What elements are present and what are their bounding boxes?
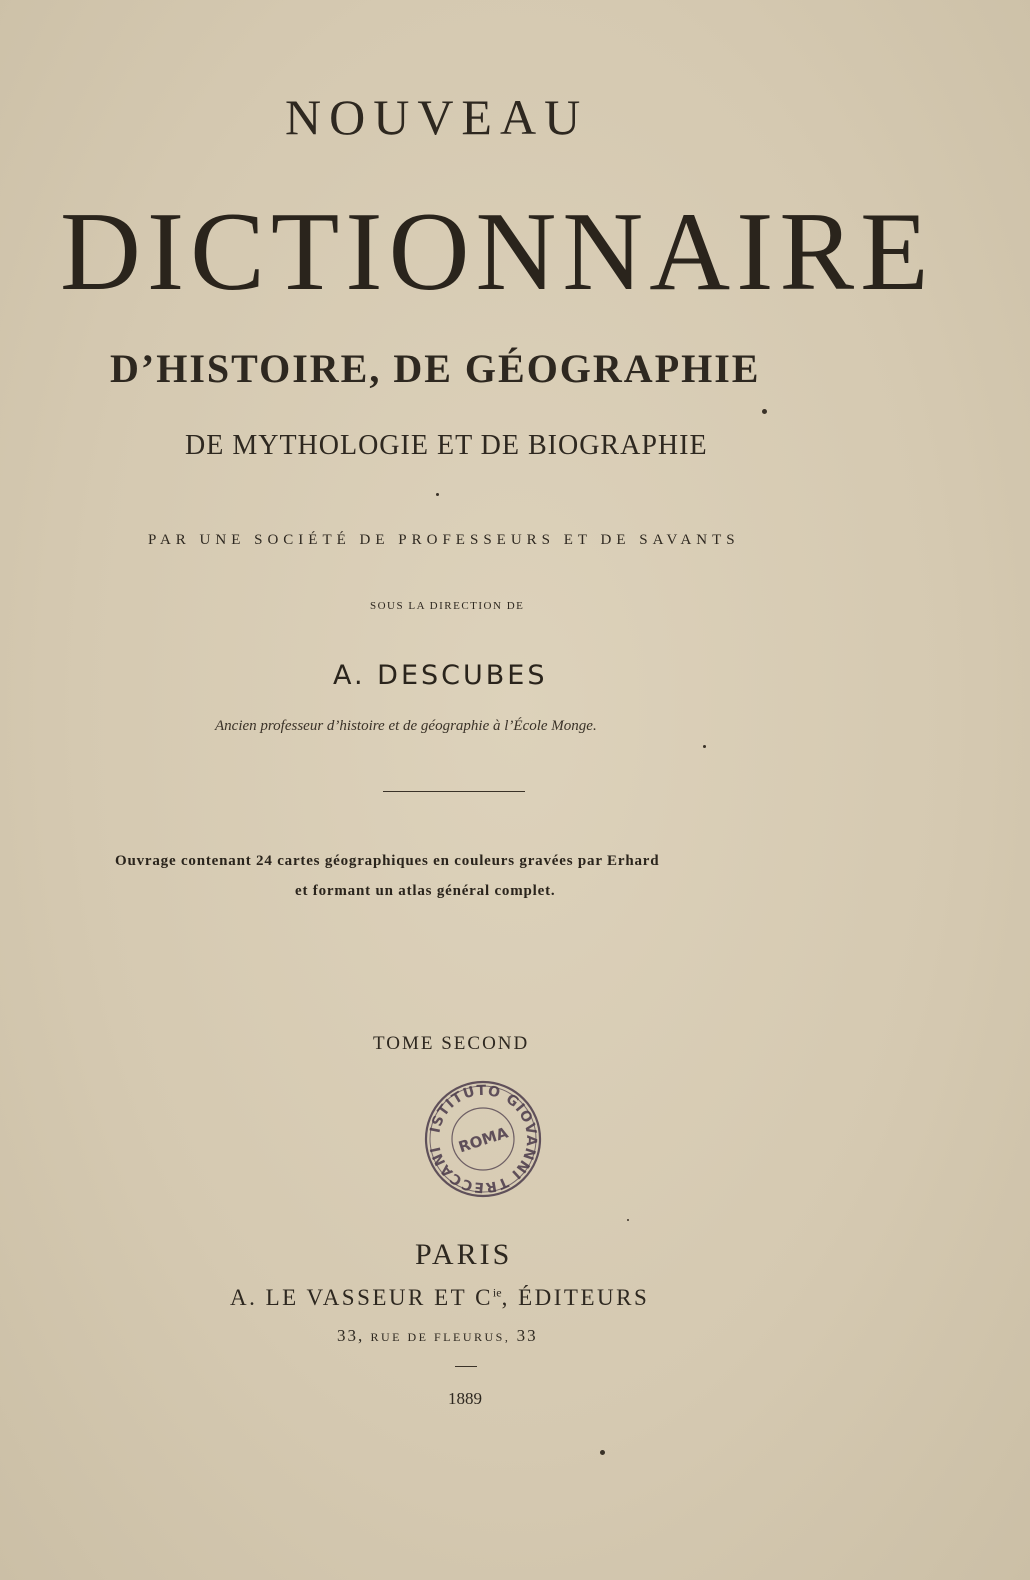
paper-speck — [436, 493, 439, 496]
paper-speck — [703, 745, 706, 748]
paper-speck — [762, 409, 767, 414]
subtitle-histoire-geographie: D’HISTOIRE, DE GÉOGRAPHIE — [110, 346, 761, 391]
direction-line: SOUS LA DIRECTION DE — [370, 600, 525, 612]
paper-speck — [600, 1450, 605, 1455]
paper-speck — [627, 1219, 629, 1221]
address-street: RUE DE FLEURUS, — [370, 1330, 511, 1344]
publisher-address — [337, 1326, 637, 1346]
year-separator — [455, 1366, 477, 1367]
work-description-line-1: Ouvrage contenant 24 cartes géographiques en couleurs gravées par Erhard — [115, 853, 660, 869]
title-dictionnaire: DICTIONNAIRE — [60, 190, 935, 314]
separator-rule — [383, 791, 525, 792]
author-name: A. DESCUBES — [333, 660, 548, 691]
publisher-name-suffix: , ÉDITEURS — [501, 1285, 650, 1310]
library-stamp — [422, 1078, 544, 1200]
address-number-2: 33 — [516, 1326, 538, 1345]
address-number-1: 33, — [337, 1326, 365, 1345]
publication-year: 1889 — [448, 1389, 482, 1408]
work-description-line-2: et formant un atlas général complet. — [295, 883, 556, 899]
publisher-name — [230, 1285, 750, 1311]
stamp-inner-text: ROMA — [456, 1123, 511, 1157]
stamp-outer-text: ISTITUTO GIOVANNI TRECCANI — [427, 1082, 540, 1196]
publisher-name-main: A. LE VASSEUR ET C — [230, 1285, 493, 1310]
authorship-line: PAR UNE SOCIÉTÉ DE PROFESSEURS ET DE SAVANTS — [148, 532, 740, 548]
title-nouveau: NOUVEAU — [285, 89, 589, 145]
publisher-city: PARIS — [415, 1238, 513, 1271]
volume-label: TOME SECOND — [373, 1033, 530, 1054]
publisher-name-superscript: ie — [492, 1285, 502, 1300]
author-credentials: Ancien professeur d’histoire et de géographie à l’École Monge. — [215, 718, 597, 734]
subtitle-mythologie-biographie: DE MYTHOLOGIE ET DE BIOGRAPHIE — [185, 430, 708, 461]
